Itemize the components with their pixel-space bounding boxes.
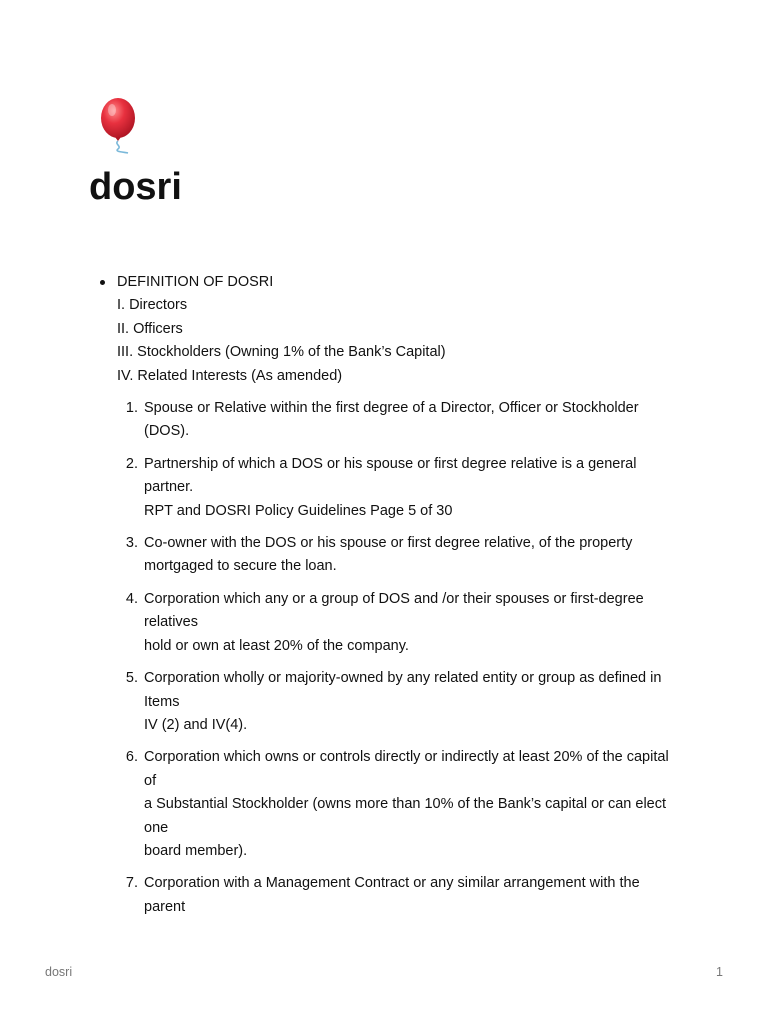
- list-number: 6.: [125, 749, 138, 766]
- list-number: 2.: [125, 455, 138, 472]
- footer-document-name: dosri: [45, 965, 73, 979]
- bullet-line: I. Directors: [117, 297, 188, 314]
- bullet-line: III. Stockholders (Owning 1% of the Bank’s Capital): [117, 344, 446, 361]
- list-item: [0, 532, 672, 579]
- list-item-text: Corporation with a Management Contract or any similar arrangement with the parent: [144, 875, 640, 915]
- list-number: 5.: [125, 670, 138, 687]
- list-item-text: Corporation which owns or controls directly or indirectly at least 20% of the capital of: [144, 749, 669, 789]
- page-title: dosri: [89, 166, 182, 208]
- list-item-text: Partnership of which a DOS or his spouse or first degree relative is a general partner.: [144, 455, 637, 496]
- footer-page-number: 1: [716, 965, 723, 979]
- list-item: [0, 397, 672, 444]
- bullet-list: [0, 271, 768, 388]
- page-icon: [94, 97, 144, 157]
- list-item-text: RPT and DOSRI Policy Guidelines Page 5 of 30: [144, 502, 453, 519]
- list-item: [0, 453, 672, 523]
- list-item: [0, 746, 672, 863]
- list-item-text: Co-owner with the DOS or his spouse or first degree relative, of the property mortgaged to secure the loan.: [144, 535, 633, 575]
- bullet-dot: [100, 280, 105, 285]
- list-number: 1.: [125, 400, 138, 417]
- list-number: 7.: [125, 875, 138, 892]
- bullet-item-dosri-definition: [0, 271, 768, 388]
- list-number: 4.: [125, 590, 138, 607]
- bullet-line: II. Officers: [117, 320, 183, 337]
- list-item: [0, 588, 672, 658]
- list-item-text: board member).: [144, 842, 248, 859]
- list-item-text: hold or own at least 20% of the company.: [144, 637, 409, 654]
- list-number: 3.: [125, 535, 138, 552]
- balloon-icon: [94, 97, 144, 157]
- list-item-text: IV (2) and IV(4).: [144, 716, 248, 733]
- bullet-line: DEFINITION OF DOSRI: [117, 274, 274, 290]
- bullet-line: IV. Related Interests (As amended): [117, 367, 343, 384]
- list-item: [0, 872, 672, 919]
- list-item: [0, 667, 672, 737]
- document-content: [0, 271, 768, 928]
- list-item-text: Spouse or Relative within the first degree of a Director, Officer or Stockholder (DOS).: [144, 400, 639, 440]
- list-item-text: Corporation which any or a group of DOS and /or their spouses or first-degree relatives: [144, 590, 644, 631]
- related-interests-list: [0, 397, 768, 919]
- list-item-text: Corporation wholly or majority-owned by any related entity or group as defined in Items: [144, 670, 662, 710]
- list-item-text: a Substantial Stockholder (owns more than 10% of the Bank’s capital or can elect one: [144, 796, 667, 836]
